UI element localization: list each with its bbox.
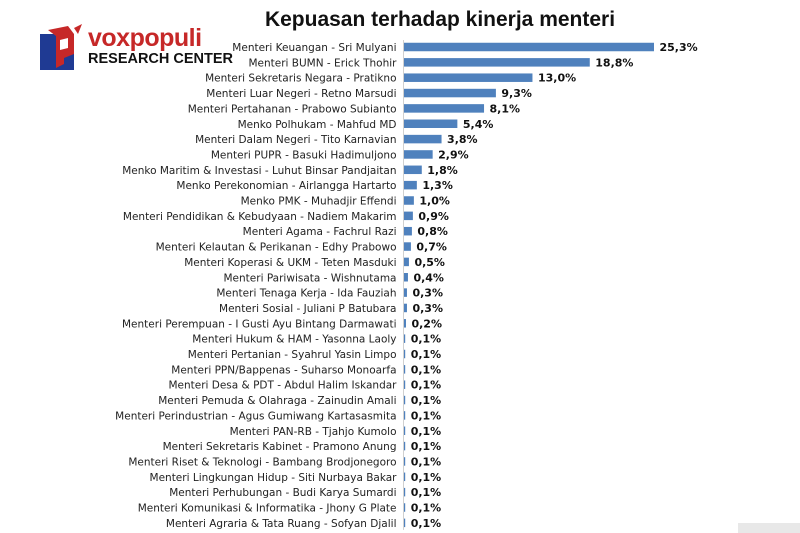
bar [404, 104, 484, 113]
bar [404, 503, 405, 512]
category-label: Menteri PPN/Bappenas - Suharso Monoarfa [171, 364, 397, 377]
data-label: 0,1% [410, 455, 442, 469]
category-label: Menteri Koperasi & UKM - Teten Masduki [184, 256, 397, 269]
data-label: 0,1% [410, 409, 442, 423]
bar [404, 519, 405, 528]
bar [404, 411, 405, 420]
bar [404, 73, 532, 82]
logo-subtitle: RESEARCH CENTER [88, 51, 234, 67]
data-label: 1,3% [422, 179, 453, 193]
data-label: 25,3% [659, 41, 698, 54]
data-label: 0,5% [414, 255, 445, 269]
bar [404, 396, 405, 405]
data-label: 0,1% [410, 378, 442, 392]
data-label: 0,2% [411, 317, 442, 331]
bar [404, 89, 496, 98]
data-label: 8,1% [489, 102, 521, 116]
bar [404, 442, 405, 451]
data-label: 0,1% [410, 486, 442, 500]
category-label: Menteri Sekretaris Kabinet - Pramono Anung [162, 441, 397, 454]
data-label: 0,3% [412, 301, 443, 315]
category-label: Menteri Perempuan - I Gusti Ayu Bintang Darmawati [122, 318, 397, 331]
data-label: 0,8% [417, 225, 448, 239]
bar [404, 120, 457, 129]
data-label: 5,4% [462, 117, 494, 131]
category-label: Menteri Pertanian - Syahrul Yasin Limpo [187, 349, 397, 361]
category-label: Menteri Agraria & Tata Ruang - Sofyan Djalil [165, 517, 397, 530]
bar [404, 227, 412, 236]
chart-title: Kepuasan terhadap kinerja menteri [264, 8, 616, 31]
category-label: Menko Polhukam - Mahfud MD [237, 118, 397, 131]
data-label: 0,1% [410, 516, 442, 530]
bar [404, 58, 590, 67]
data-label: 0,1% [410, 424, 442, 438]
data-label: 0,3% [412, 286, 443, 300]
category-label: Menteri Perhubungan - Budi Karya Sumardi [169, 487, 397, 500]
bar [404, 380, 405, 389]
bar [404, 258, 409, 267]
bar [404, 242, 411, 251]
category-label: Menteri Pendidikan & Kebudyaan - Nadiem Makarim [122, 210, 397, 223]
category-label: Menteri Kelautan & Perikanan - Edhy Prabowo [155, 241, 397, 254]
bar [404, 273, 408, 282]
data-label: 0,1% [410, 348, 442, 361]
category-label: Menteri BUMN - Erick Thohir [248, 57, 397, 70]
category-label: Menteri Dalam Negeri - Tito Karnavian [195, 134, 397, 147]
bar [404, 166, 422, 175]
bar [404, 304, 407, 313]
category-label: Menko Maritim & Investasi - Luhut Binsar Pandjaitan [122, 164, 397, 177]
bar [404, 457, 405, 466]
bar [404, 488, 405, 497]
data-label: 0,1% [410, 332, 442, 346]
bar [404, 365, 405, 374]
data-label: 3,8% [447, 133, 478, 147]
data-label: 18,8% [595, 56, 634, 70]
data-label: 1,8% [427, 163, 458, 177]
category-label: Menteri Desa & PDT - Abdul Halim Iskandar [168, 379, 397, 392]
data-label: 0,7% [416, 240, 447, 254]
data-label: 0,1% [410, 363, 442, 377]
category-label: Menteri Luar Negeri - Retno Marsudi [206, 88, 397, 101]
bar [404, 181, 417, 190]
data-label: 0,1% [410, 440, 442, 454]
data-label: 0,1% [410, 501, 442, 515]
category-label: Menteri Lingkungan Hidup - Siti Nurbaya Bakar [149, 471, 397, 484]
bar [404, 135, 442, 144]
logo-brand-text: voxpopuli [88, 24, 202, 52]
data-label: 0,4% [413, 271, 444, 285]
category-label: Menteri Riset & Teknologi - Bambang Brodjonegoro [128, 456, 397, 469]
data-label: 0,9% [418, 209, 449, 223]
category-label: Menteri PAN-RB - Tjahjo Kumolo [229, 425, 397, 438]
category-label: Menko PMK - Muhadjir Effendi [240, 195, 397, 208]
category-label: Menteri Pemuda & Olahraga - Zainudin Amali [158, 395, 397, 408]
category-label: Menko Perekonomian - Airlangga Hartarto [176, 180, 397, 193]
category-label: Menteri Keuangan - Sri Mulyani [232, 42, 397, 54]
bar [404, 473, 405, 482]
bar [404, 350, 405, 359]
bar [404, 150, 433, 159]
bar [404, 319, 406, 328]
category-label: Menteri Sekretaris Negara - Pratikno [205, 72, 397, 85]
corner-decoration [738, 523, 800, 533]
category-label: Menteri Agama - Fachrul Razi [242, 226, 397, 239]
category-label: Menteri Tenaga Kerja - Ida Fauziah [216, 287, 397, 300]
category-label: Menteri Sosial - Juliani P Batubara [219, 302, 397, 315]
category-label: Menteri Komunikasi & Informatika - Jhony G Plate [137, 502, 397, 515]
data-label: 1,0% [419, 194, 450, 208]
data-label: 2,9% [438, 148, 469, 162]
category-label: Menteri Hukum & HAM - Yasonna Laoly [192, 333, 397, 346]
category-label: Menteri Pariwisata - Wishnutama [223, 272, 397, 285]
bar [404, 334, 405, 343]
bar [404, 288, 407, 297]
data-label: 9,3% [501, 87, 532, 101]
category-label: Menteri PUPR - Basuki Hadimuljono [210, 149, 397, 162]
category-label: Menteri Pertahanan - Prabowo Subianto [187, 103, 397, 116]
bar [404, 212, 413, 221]
data-label: 0,1% [410, 470, 442, 484]
data-label: 0,1% [410, 394, 442, 408]
bar [404, 196, 414, 205]
category-label: Menteri Perindustrian - Agus Gumiwang Kartasasmita [115, 410, 397, 423]
data-label: 13,0% [537, 71, 577, 85]
bar [404, 43, 654, 52]
bar [404, 427, 405, 436]
